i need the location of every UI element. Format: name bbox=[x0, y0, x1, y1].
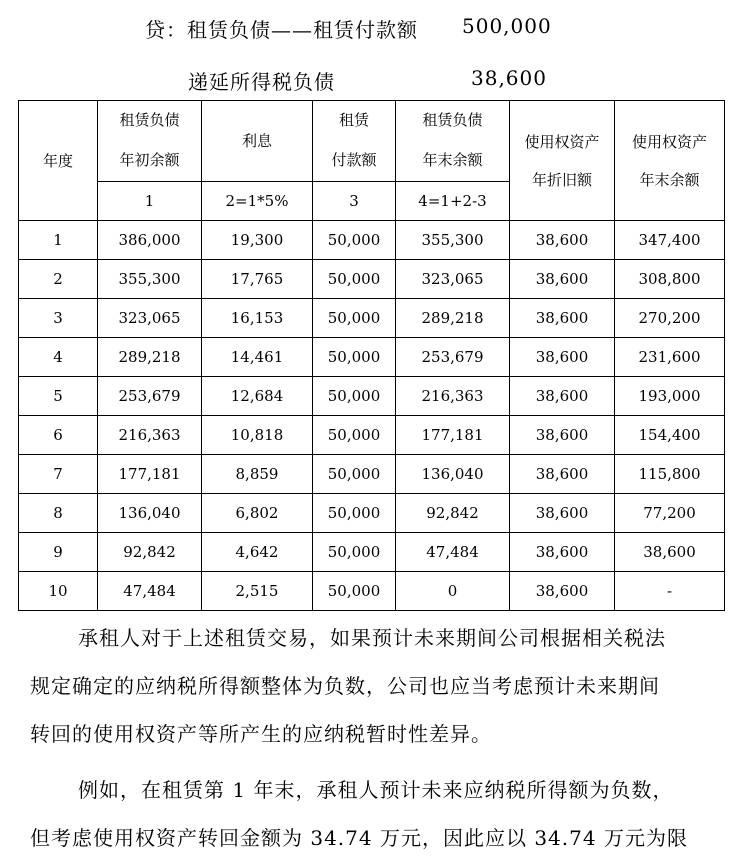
paragraph-line: 规定确定的应纳税所得额整体为负数，公司也应当考虑预计未来期间 bbox=[30, 674, 660, 698]
cell-asset-closing: 308,800 bbox=[615, 260, 725, 299]
paragraph-line: 承租人对于上述租赁交易，如果预计未来期间公司根据相关税法 bbox=[78, 626, 666, 650]
cell-interest: 12,684 bbox=[202, 377, 313, 416]
cell-asset-closing: 154,400 bbox=[615, 416, 725, 455]
cell-closing-balance: 323,065 bbox=[396, 260, 510, 299]
cell-asset-closing: 193,000 bbox=[615, 377, 725, 416]
cell-closing-balance: 289,218 bbox=[396, 299, 510, 338]
cell-closing-balance: 216,363 bbox=[396, 377, 510, 416]
cell-opening-balance: 386,000 bbox=[98, 221, 202, 260]
cell-interest: 17,765 bbox=[202, 260, 313, 299]
cell-year: 4 bbox=[19, 338, 98, 377]
cell-interest: 19,300 bbox=[202, 221, 313, 260]
header-interest: 利息 bbox=[202, 101, 313, 182]
header-closing-balance: 租赁负债 年末余额 bbox=[396, 101, 510, 182]
cell-payment: 50,000 bbox=[313, 455, 396, 494]
cell-opening-balance: 253,679 bbox=[98, 377, 202, 416]
cell-opening-balance: 289,218 bbox=[98, 338, 202, 377]
cell-payment: 50,000 bbox=[313, 299, 396, 338]
table-row bbox=[19, 260, 725, 299]
journal-entry-deferred-tax-line bbox=[188, 66, 547, 95]
cell-year: 10 bbox=[19, 572, 98, 611]
cell-payment: 50,000 bbox=[313, 494, 396, 533]
formula-interest: 2=1*5% bbox=[202, 182, 313, 221]
cell-payment: 50,000 bbox=[313, 377, 396, 416]
table-row bbox=[19, 377, 725, 416]
cell-asset-depreciation: 38,600 bbox=[510, 338, 615, 377]
cell-year: 8 bbox=[19, 494, 98, 533]
header-opening-balance: 租赁负债 年初余额 bbox=[98, 101, 202, 182]
cell-year: 3 bbox=[19, 299, 98, 338]
cell-interest: 10,818 bbox=[202, 416, 313, 455]
cell-asset-depreciation: 38,600 bbox=[510, 494, 615, 533]
cell-asset-depreciation: 38,600 bbox=[510, 572, 615, 611]
cell-opening-balance: 216,363 bbox=[98, 416, 202, 455]
cell-closing-balance: 355,300 bbox=[396, 221, 510, 260]
cell-payment: 50,000 bbox=[313, 533, 396, 572]
cell-asset-depreciation: 38,600 bbox=[510, 533, 615, 572]
table-row bbox=[19, 455, 725, 494]
paragraph-line: 但考虑使用权资产转回金额为 34.74 万元，因此应以 34.74 万元为限 bbox=[30, 826, 688, 850]
cell-opening-balance: 47,484 bbox=[98, 572, 202, 611]
cell-interest: 14,461 bbox=[202, 338, 313, 377]
journal-entry-credit-line bbox=[145, 14, 552, 43]
cell-closing-balance: 0 bbox=[396, 572, 510, 611]
cell-interest: 2,515 bbox=[202, 572, 313, 611]
paragraph-example bbox=[30, 766, 720, 862]
cell-opening-balance: 136,040 bbox=[98, 494, 202, 533]
table-header-row bbox=[19, 101, 725, 182]
journal-entry-deferred-tax-amount: 38,600 bbox=[471, 66, 547, 90]
table-body bbox=[19, 221, 725, 611]
table-row bbox=[19, 572, 725, 611]
cell-closing-balance: 92,842 bbox=[396, 494, 510, 533]
cell-asset-closing: 347,400 bbox=[615, 221, 725, 260]
cell-opening-balance: 177,181 bbox=[98, 455, 202, 494]
paragraph-line: 转回的使用权资产等所产生的应纳税暂时性差异。 bbox=[30, 722, 492, 746]
journal-entry-credit-amount: 500,000 bbox=[462, 14, 552, 38]
cell-year: 1 bbox=[19, 221, 98, 260]
cell-opening-balance: 92,842 bbox=[98, 533, 202, 572]
table-row bbox=[19, 221, 725, 260]
paragraph-line: 例如，在租赁第 1 年末，承租人预计未来应纳税所得额为负数， bbox=[78, 778, 674, 802]
cell-opening-balance: 355,300 bbox=[98, 260, 202, 299]
header-asset-closing: 使用权资产 年末余额 bbox=[615, 101, 725, 221]
formula-payment: 3 bbox=[313, 182, 396, 221]
cell-interest: 4,642 bbox=[202, 533, 313, 572]
formula-opening: 1 bbox=[98, 182, 202, 221]
cell-closing-balance: 47,484 bbox=[396, 533, 510, 572]
cell-interest: 16,153 bbox=[202, 299, 313, 338]
cell-year: 7 bbox=[19, 455, 98, 494]
header-year: 年度 bbox=[19, 101, 98, 221]
cell-payment: 50,000 bbox=[313, 260, 396, 299]
header-asset-depreciation: 使用权资产 年折旧额 bbox=[510, 101, 615, 221]
cell-payment: 50,000 bbox=[313, 221, 396, 260]
cell-asset-depreciation: 38,600 bbox=[510, 416, 615, 455]
cell-interest: 6,802 bbox=[202, 494, 313, 533]
cell-asset-closing: 231,600 bbox=[615, 338, 725, 377]
cell-year: 6 bbox=[19, 416, 98, 455]
cell-asset-depreciation: 38,600 bbox=[510, 377, 615, 416]
cell-closing-balance: 136,040 bbox=[396, 455, 510, 494]
cell-asset-depreciation: 38,600 bbox=[510, 455, 615, 494]
cell-asset-closing: 38,600 bbox=[615, 533, 725, 572]
cell-asset-closing: 115,800 bbox=[615, 455, 725, 494]
table-row bbox=[19, 338, 725, 377]
cell-asset-closing: 270,200 bbox=[615, 299, 725, 338]
cell-asset-closing: 77,200 bbox=[615, 494, 725, 533]
cell-asset-depreciation: 38,600 bbox=[510, 299, 615, 338]
cell-payment: 50,000 bbox=[313, 338, 396, 377]
table-row bbox=[19, 533, 725, 572]
cell-opening-balance: 323,065 bbox=[98, 299, 202, 338]
lease-schedule-table bbox=[18, 100, 725, 611]
cell-asset-depreciation: 38,600 bbox=[510, 260, 615, 299]
formula-closing: 4=1+2-3 bbox=[396, 182, 510, 221]
cell-year: 2 bbox=[19, 260, 98, 299]
cell-year: 9 bbox=[19, 533, 98, 572]
cell-asset-depreciation: 38,600 bbox=[510, 221, 615, 260]
cell-asset-closing: - bbox=[615, 572, 725, 611]
journal-entry-credit-label: 贷：租赁负债——租赁付款额 bbox=[145, 18, 418, 42]
header-payment: 租赁 付款额 bbox=[313, 101, 396, 182]
table-row bbox=[19, 416, 725, 455]
paragraph-deferred-tax-note bbox=[30, 614, 720, 758]
journal-entry-deferred-tax-label: 递延所得税负债 bbox=[188, 70, 335, 94]
cell-year: 5 bbox=[19, 377, 98, 416]
cell-closing-balance: 177,181 bbox=[396, 416, 510, 455]
table-row bbox=[19, 494, 725, 533]
cell-payment: 50,000 bbox=[313, 572, 396, 611]
cell-interest: 8,859 bbox=[202, 455, 313, 494]
table-row bbox=[19, 299, 725, 338]
cell-payment: 50,000 bbox=[313, 416, 396, 455]
cell-closing-balance: 253,679 bbox=[396, 338, 510, 377]
